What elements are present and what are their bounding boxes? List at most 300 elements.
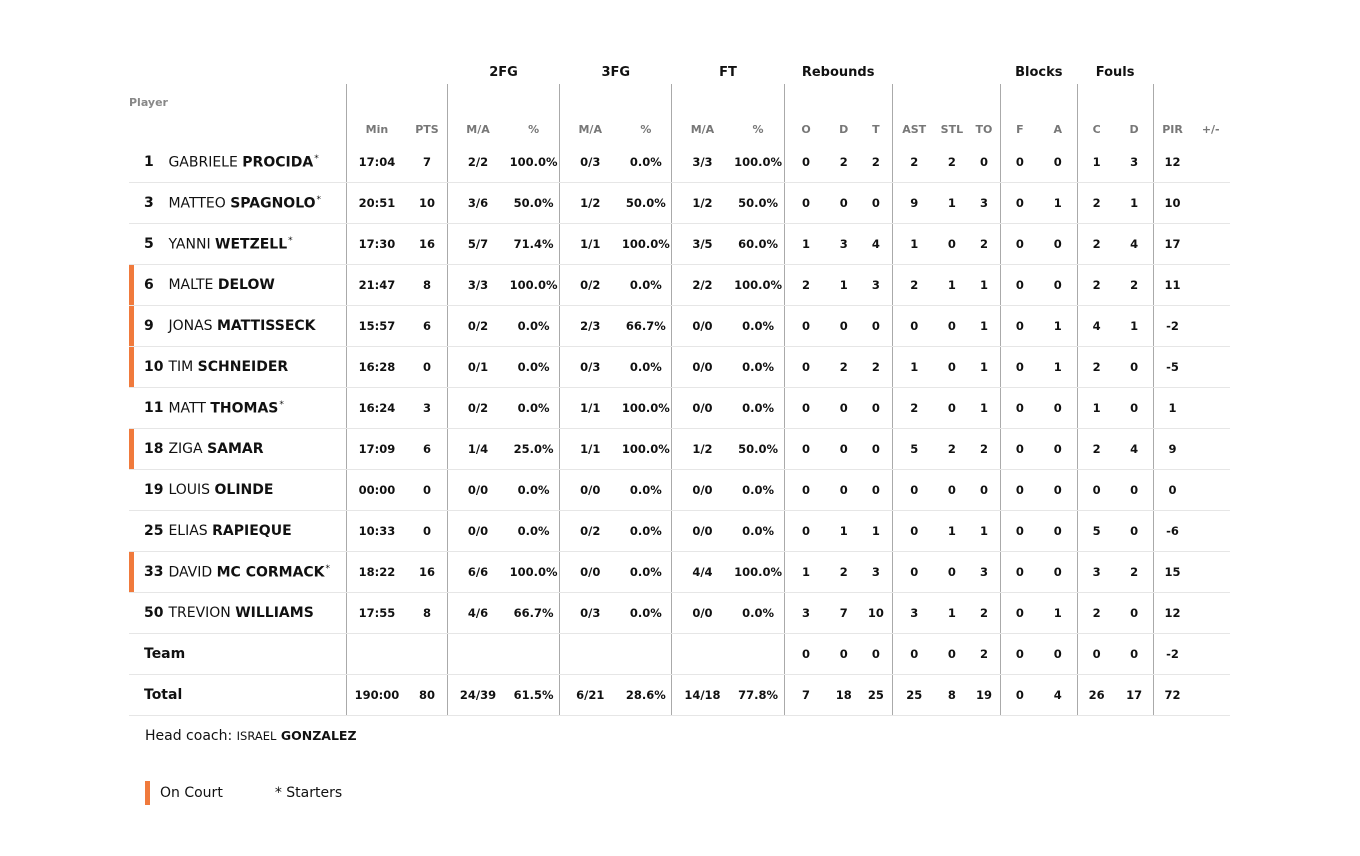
stat-blk-f: 0 [1000, 183, 1038, 224]
col-header-3fg-pct: % [640, 123, 652, 136]
stat-blk-a: 0 [1039, 552, 1077, 593]
stat-reb-d: 0 [828, 306, 860, 347]
stat-fls-d: 0 [1116, 511, 1153, 552]
stat-pir: -5 [1153, 347, 1191, 388]
col-header-pts: PTS [415, 123, 439, 136]
col-header-2fg-ma: M/A [447, 84, 508, 142]
stat-plus-minus [1191, 347, 1230, 388]
stat-blk-f: 0 [1000, 388, 1038, 429]
stat-reb-d: 2 [828, 552, 860, 593]
stat-3fg-ma: 0/3 [560, 593, 621, 634]
stat-pts: 0 [407, 347, 447, 388]
stat-fls-c: 2 [1077, 429, 1115, 470]
stat-2fg-pct: 25.0% [508, 429, 560, 470]
table-row[interactable] [129, 511, 1230, 552]
stat-fls-c: 5 [1077, 511, 1115, 552]
stat-ast: 2 [892, 142, 935, 183]
player-number: 9 [144, 318, 154, 334]
stat-reb-d: 0 [828, 429, 860, 470]
stat-plus-minus [1191, 388, 1230, 429]
stat-reb-o: 0 [784, 511, 827, 552]
player-name-cell[interactable] [129, 265, 346, 306]
boxscore-table [129, 60, 1230, 716]
stat-reb-t: 10 [860, 593, 892, 634]
stat-reb-d: 1 [828, 511, 860, 552]
stat-stl: 2 [936, 429, 968, 470]
stat-3fg-ma: 1/1 [560, 429, 621, 470]
stat-ft-ma: 3/5 [672, 224, 733, 265]
stat-ast: 0 [892, 552, 935, 593]
stat-2fg-ma: 0/0 [447, 511, 508, 552]
stat-blk-f: 0 [1000, 224, 1038, 265]
stat-pir: -2 [1153, 306, 1191, 347]
stat-2fg-pct [508, 634, 560, 675]
group-2fg: 2FG [489, 64, 518, 80]
stat-reb-o: 0 [784, 347, 827, 388]
stat-fls-c: 1 [1077, 142, 1115, 183]
starter-marker: * [288, 235, 293, 246]
stat-fls-c: 2 [1077, 347, 1115, 388]
stat-to: 2 [968, 429, 1000, 470]
col-header-ft-pct: % [752, 123, 764, 136]
stat-stl: 0 [936, 224, 968, 265]
stat-plus-minus [1191, 183, 1230, 224]
stat-reb-o: 0 [784, 634, 827, 675]
stat-2fg-ma: 5/7 [447, 224, 508, 265]
stat-pts [407, 634, 447, 675]
stat-ft-ma: 0/0 [672, 306, 733, 347]
stat-pts: 6 [407, 306, 447, 347]
stat-2fg-pct: 50.0% [508, 183, 560, 224]
stat-min: 17:30 [346, 224, 407, 265]
group-blocks: Blocks [1015, 64, 1063, 80]
stat-stl: 1 [936, 183, 968, 224]
player-name-cell[interactable] [129, 306, 346, 347]
player-number: 18 [144, 441, 164, 457]
stat-min: 21:47 [346, 265, 407, 306]
stat-pts: 16 [407, 552, 447, 593]
player-first-name: ELIAS [168, 523, 208, 539]
stat-to: 0 [968, 142, 1000, 183]
stat-ast: 5 [892, 429, 935, 470]
stat-blk-f: 0 [1000, 511, 1038, 552]
player-last-name[interactable]: THOMAS [210, 400, 279, 417]
player-number: 11 [144, 400, 164, 417]
stat-blk-f: 0 [1000, 265, 1038, 306]
team-row [129, 634, 1230, 675]
player-last-name[interactable]: WETZELL [215, 236, 288, 253]
stat-stl: 1 [936, 593, 968, 634]
table-row[interactable] [129, 552, 1230, 593]
stat-fls-c: 2 [1077, 265, 1115, 306]
stat-3fg-pct: 0.0% [620, 511, 672, 552]
col-header-reb-t: T [872, 123, 880, 136]
player-last-name[interactable]: MC CORMACK [216, 564, 325, 581]
stat-ft-ma: 2/2 [672, 265, 733, 306]
col-header-fls-c: C [1077, 84, 1115, 142]
stat-blk-a: 0 [1039, 224, 1077, 265]
col-header-player: Player [129, 96, 168, 109]
stat-reb-d: 1 [828, 265, 860, 306]
stat-to: 3 [968, 552, 1000, 593]
group-ft: FT [719, 64, 737, 80]
stat-blk-f: 0 [1000, 347, 1038, 388]
col-header-2fg-pct: % [528, 123, 540, 136]
player-rows [129, 142, 1230, 716]
stat-min: 20:51 [346, 183, 407, 224]
group-fouls: Fouls [1095, 64, 1135, 80]
stat-fls-c: 26 [1077, 675, 1115, 716]
stat-min: 17:55 [346, 593, 407, 634]
player-name-cell[interactable] [129, 142, 346, 183]
col-header-blk-a: A [1053, 123, 1063, 136]
stat-pts: 80 [407, 675, 447, 716]
stat-pir: 12 [1153, 593, 1191, 634]
stat-reb-d: 18 [828, 675, 860, 716]
table-row[interactable] [129, 429, 1230, 470]
player-first-name: MATTEO [168, 195, 226, 212]
stat-stl: 1 [936, 265, 968, 306]
stat-min: 16:28 [346, 347, 407, 388]
player-last-name[interactable]: RAPIEQUE [212, 523, 292, 539]
stat-to: 19 [968, 675, 1000, 716]
stat-reb-o: 2 [784, 265, 827, 306]
player-number: 33 [144, 564, 164, 581]
stat-ft-pct: 50.0% [733, 429, 785, 470]
table-row[interactable] [129, 224, 1230, 265]
stat-3fg-pct [620, 634, 672, 675]
stat-3fg-pct: 0.0% [620, 470, 672, 511]
stat-3fg-ma: 1/2 [560, 183, 621, 224]
stat-3fg-ma: 6/21 [560, 675, 621, 716]
player-name-cell[interactable] [129, 183, 346, 224]
table-row[interactable] [129, 388, 1230, 429]
stat-reb-d: 7 [828, 593, 860, 634]
col-header-fls-d: D [1129, 123, 1139, 136]
stat-to: 2 [968, 224, 1000, 265]
stat-reb-t: 0 [860, 183, 892, 224]
stat-3fg-ma: 0/3 [560, 347, 621, 388]
stat-ft-ma: 4/4 [672, 552, 733, 593]
stat-plus-minus [1191, 429, 1230, 470]
stat-ast: 1 [892, 224, 935, 265]
stat-blk-a: 0 [1039, 470, 1077, 511]
stat-3fg-pct: 100.0% [620, 388, 672, 429]
stat-3fg-ma: 0/0 [560, 552, 621, 593]
stat-to: 1 [968, 388, 1000, 429]
legend-starters: * Starters [274, 785, 343, 801]
stat-2fg-pct: 0.0% [508, 511, 560, 552]
col-header-reb-d: D [839, 123, 849, 136]
player-first-name: TIM [168, 359, 194, 375]
stat-ft-ma: 1/2 [672, 429, 733, 470]
stat-stl: 0 [936, 388, 968, 429]
stat-fls-c: 1 [1077, 388, 1115, 429]
stat-pir: 10 [1153, 183, 1191, 224]
stat-reb-t: 0 [860, 634, 892, 675]
stat-plus-minus [1191, 224, 1230, 265]
starter-marker: * [279, 399, 284, 410]
stat-ft-pct: 0.0% [733, 593, 785, 634]
col-header-reb-o: O [784, 84, 827, 142]
head-coach-prefix: Head coach: [145, 728, 233, 744]
stat-reb-d: 3 [828, 224, 860, 265]
head-coach [145, 728, 357, 744]
stat-ast: 0 [892, 511, 935, 552]
team-label: Team [129, 634, 346, 675]
player-name-cell[interactable] [129, 511, 346, 552]
stat-reb-t: 0 [860, 388, 892, 429]
stat-fls-c: 0 [1077, 634, 1115, 675]
stat-min [346, 634, 407, 675]
stat-to: 2 [968, 593, 1000, 634]
stat-ft-pct: 60.0% [733, 224, 785, 265]
stat-2fg-ma: 2/2 [447, 142, 508, 183]
stat-ast: 2 [892, 265, 935, 306]
stat-ast: 0 [892, 634, 935, 675]
stat-stl: 1 [936, 511, 968, 552]
stat-min: 190:00 [346, 675, 407, 716]
stat-pir: 0 [1153, 470, 1191, 511]
player-name-cell[interactable] [129, 470, 346, 511]
stat-2fg-pct: 0.0% [508, 388, 560, 429]
player-last-name[interactable]: WILLIAMS [235, 605, 314, 621]
stat-ft-pct: 100.0% [733, 265, 785, 306]
player-number: 1 [144, 154, 154, 171]
stat-2fg-pct: 0.0% [508, 347, 560, 388]
stat-2fg-ma: 6/6 [447, 552, 508, 593]
table-row[interactable] [129, 306, 1230, 347]
stat-blk-a: 1 [1039, 347, 1077, 388]
stat-plus-minus [1191, 675, 1230, 716]
stat-3fg-ma: 0/2 [560, 265, 621, 306]
stat-2fg-ma: 3/3 [447, 265, 508, 306]
stat-pts: 6 [407, 429, 447, 470]
stat-stl: 0 [936, 470, 968, 511]
player-number: 10 [144, 359, 164, 375]
stat-2fg-pct: 66.7% [508, 593, 560, 634]
player-name-cell[interactable] [129, 388, 346, 429]
stat-fls-d: 4 [1116, 224, 1153, 265]
stat-plus-minus [1191, 306, 1230, 347]
stat-2fg-ma: 4/6 [447, 593, 508, 634]
stat-plus-minus [1191, 265, 1230, 306]
stat-plus-minus [1191, 634, 1230, 675]
stat-pir: 9 [1153, 429, 1191, 470]
stat-ft-ma: 0/0 [672, 347, 733, 388]
stat-reb-o: 0 [784, 183, 827, 224]
stat-pts: 8 [407, 593, 447, 634]
stat-fls-d: 2 [1116, 552, 1153, 593]
stat-to: 1 [968, 511, 1000, 552]
table-row[interactable] [129, 142, 1230, 183]
player-last-name[interactable]: SPAGNOLO [230, 195, 316, 212]
stat-to: 1 [968, 347, 1000, 388]
player-first-name: ZIGA [168, 441, 203, 457]
stat-pir: -2 [1153, 634, 1191, 675]
stat-ft-pct: 100.0% [733, 552, 785, 593]
stat-blk-a: 1 [1039, 593, 1077, 634]
stat-fls-c: 3 [1077, 552, 1115, 593]
stat-to: 1 [968, 265, 1000, 306]
stat-blk-f: 0 [1000, 593, 1038, 634]
stat-reb-t: 25 [860, 675, 892, 716]
table-row[interactable] [129, 347, 1230, 388]
stat-3fg-pct: 0.0% [620, 552, 672, 593]
player-name-cell[interactable] [129, 347, 346, 388]
stat-ast: 25 [892, 675, 935, 716]
player-name-cell[interactable] [129, 429, 346, 470]
stat-stl: 0 [936, 306, 968, 347]
stat-reb-t: 3 [860, 552, 892, 593]
stat-fls-d: 4 [1116, 429, 1153, 470]
col-header-ft-ma: M/A [672, 84, 733, 142]
stat-ast: 3 [892, 593, 935, 634]
player-first-name: LOUIS [168, 482, 211, 498]
stat-min: 16:24 [346, 388, 407, 429]
player-last-name[interactable]: PROCIDA [242, 154, 314, 171]
stat-2fg-pct: 0.0% [508, 306, 560, 347]
stat-2fg-pct: 61.5% [508, 675, 560, 716]
stat-ast: 1 [892, 347, 935, 388]
stat-fls-d: 2 [1116, 265, 1153, 306]
stat-pir: 12 [1153, 142, 1191, 183]
player-last-name[interactable]: MATTISSECK [217, 318, 316, 334]
player-first-name: TREVION [168, 605, 231, 621]
player-number: 5 [144, 236, 154, 253]
stat-ft-ma: 3/3 [672, 142, 733, 183]
stat-reb-t: 0 [860, 306, 892, 347]
stat-blk-a: 1 [1039, 306, 1077, 347]
stat-fls-d: 0 [1116, 388, 1153, 429]
stat-3fg-pct: 0.0% [620, 347, 672, 388]
stat-ft-pct: 0.0% [733, 470, 785, 511]
stat-reb-o: 0 [784, 470, 827, 511]
player-last-name[interactable]: SCHNEIDER [197, 359, 289, 375]
stat-plus-minus [1191, 511, 1230, 552]
player-first-name: MALTE [168, 277, 214, 293]
table-row[interactable] [129, 265, 1230, 306]
stat-3fg-ma: 1/1 [560, 388, 621, 429]
table-row[interactable] [129, 183, 1230, 224]
stat-to: 0 [968, 470, 1000, 511]
player-first-name: GABRIELE [168, 154, 238, 171]
stat-plus-minus [1191, 470, 1230, 511]
stat-pts: 8 [407, 265, 447, 306]
player-name-cell[interactable] [129, 593, 346, 634]
stat-ft-ma: 0/0 [672, 470, 733, 511]
stat-ft-pct: 0.0% [733, 306, 785, 347]
stat-reb-o: 3 [784, 593, 827, 634]
player-name-cell[interactable] [129, 552, 346, 593]
stat-reb-t: 1 [860, 511, 892, 552]
stat-blk-a: 0 [1039, 634, 1077, 675]
player-first-name: JONAS [168, 318, 213, 334]
stat-min: 18:22 [346, 552, 407, 593]
stat-reb-o: 0 [784, 142, 827, 183]
stat-ft-ma: 14/18 [672, 675, 733, 716]
stat-pir: 15 [1153, 552, 1191, 593]
col-header-to: TO [975, 123, 993, 136]
stat-reb-d: 2 [828, 347, 860, 388]
stat-pir: -6 [1153, 511, 1191, 552]
group-header-row [129, 60, 1230, 84]
on-court-swatch [145, 781, 150, 805]
stat-fls-c: 0 [1077, 470, 1115, 511]
table-row[interactable] [129, 593, 1230, 634]
col-header-stl: STL [940, 123, 964, 136]
stat-reb-t: 0 [860, 429, 892, 470]
player-last-name[interactable]: OLINDE [214, 482, 274, 498]
stat-pts: 10 [407, 183, 447, 224]
stat-pts: 16 [407, 224, 447, 265]
player-first-name: YANNI [168, 236, 211, 253]
stat-pts: 3 [407, 388, 447, 429]
stat-3fg-ma: 2/3 [560, 306, 621, 347]
legend [145, 781, 342, 805]
table-row[interactable] [129, 470, 1230, 511]
stat-min: 00:00 [346, 470, 407, 511]
stat-pir: 72 [1153, 675, 1191, 716]
stat-2fg-pct: 100.0% [508, 265, 560, 306]
stat-fls-c: 2 [1077, 183, 1115, 224]
stat-min: 17:04 [346, 142, 407, 183]
stat-reb-t: 3 [860, 265, 892, 306]
stat-2fg-ma: 0/0 [447, 470, 508, 511]
stat-pts: 0 [407, 470, 447, 511]
stat-fls-c: 4 [1077, 306, 1115, 347]
stat-reb-t: 4 [860, 224, 892, 265]
stat-fls-d: 17 [1116, 675, 1153, 716]
stat-blk-f: 0 [1000, 470, 1038, 511]
head-coach-last-name: GONZALEZ [280, 728, 357, 743]
stat-blk-a: 0 [1039, 265, 1077, 306]
stat-3fg-ma [560, 634, 621, 675]
stat-reb-d: 0 [828, 183, 860, 224]
stat-reb-t: 2 [860, 142, 892, 183]
stat-fls-d: 3 [1116, 142, 1153, 183]
stat-ft-pct [733, 634, 785, 675]
stat-blk-a: 4 [1039, 675, 1077, 716]
stat-ft-ma: 0/0 [672, 388, 733, 429]
stat-3fg-ma: 1/1 [560, 224, 621, 265]
player-number: 25 [144, 523, 164, 539]
player-last-name[interactable]: DELOW [217, 277, 275, 293]
stat-reb-d: 0 [828, 388, 860, 429]
total-row [129, 675, 1230, 716]
stat-stl: 0 [936, 347, 968, 388]
stat-fls-d: 0 [1116, 470, 1153, 511]
player-name-cell[interactable] [129, 224, 346, 265]
stat-reb-d: 0 [828, 470, 860, 511]
stat-fls-d: 1 [1116, 306, 1153, 347]
stat-blk-a: 0 [1039, 429, 1077, 470]
stat-2fg-pct: 0.0% [508, 470, 560, 511]
stat-blk-a: 1 [1039, 183, 1077, 224]
player-first-name: MATT [168, 400, 206, 417]
stat-ft-pct: 100.0% [733, 142, 785, 183]
stat-blk-f: 0 [1000, 675, 1038, 716]
group-rebounds: Rebounds [801, 64, 875, 80]
player-last-name[interactable]: SAMAR [207, 441, 264, 457]
stat-stl: 2 [936, 142, 968, 183]
stat-2fg-ma: 0/2 [447, 388, 508, 429]
stat-pts: 7 [407, 142, 447, 183]
col-header-ast: AST [892, 84, 935, 142]
stat-reb-t: 0 [860, 470, 892, 511]
stat-stl: 8 [936, 675, 968, 716]
stat-fls-d: 0 [1116, 593, 1153, 634]
